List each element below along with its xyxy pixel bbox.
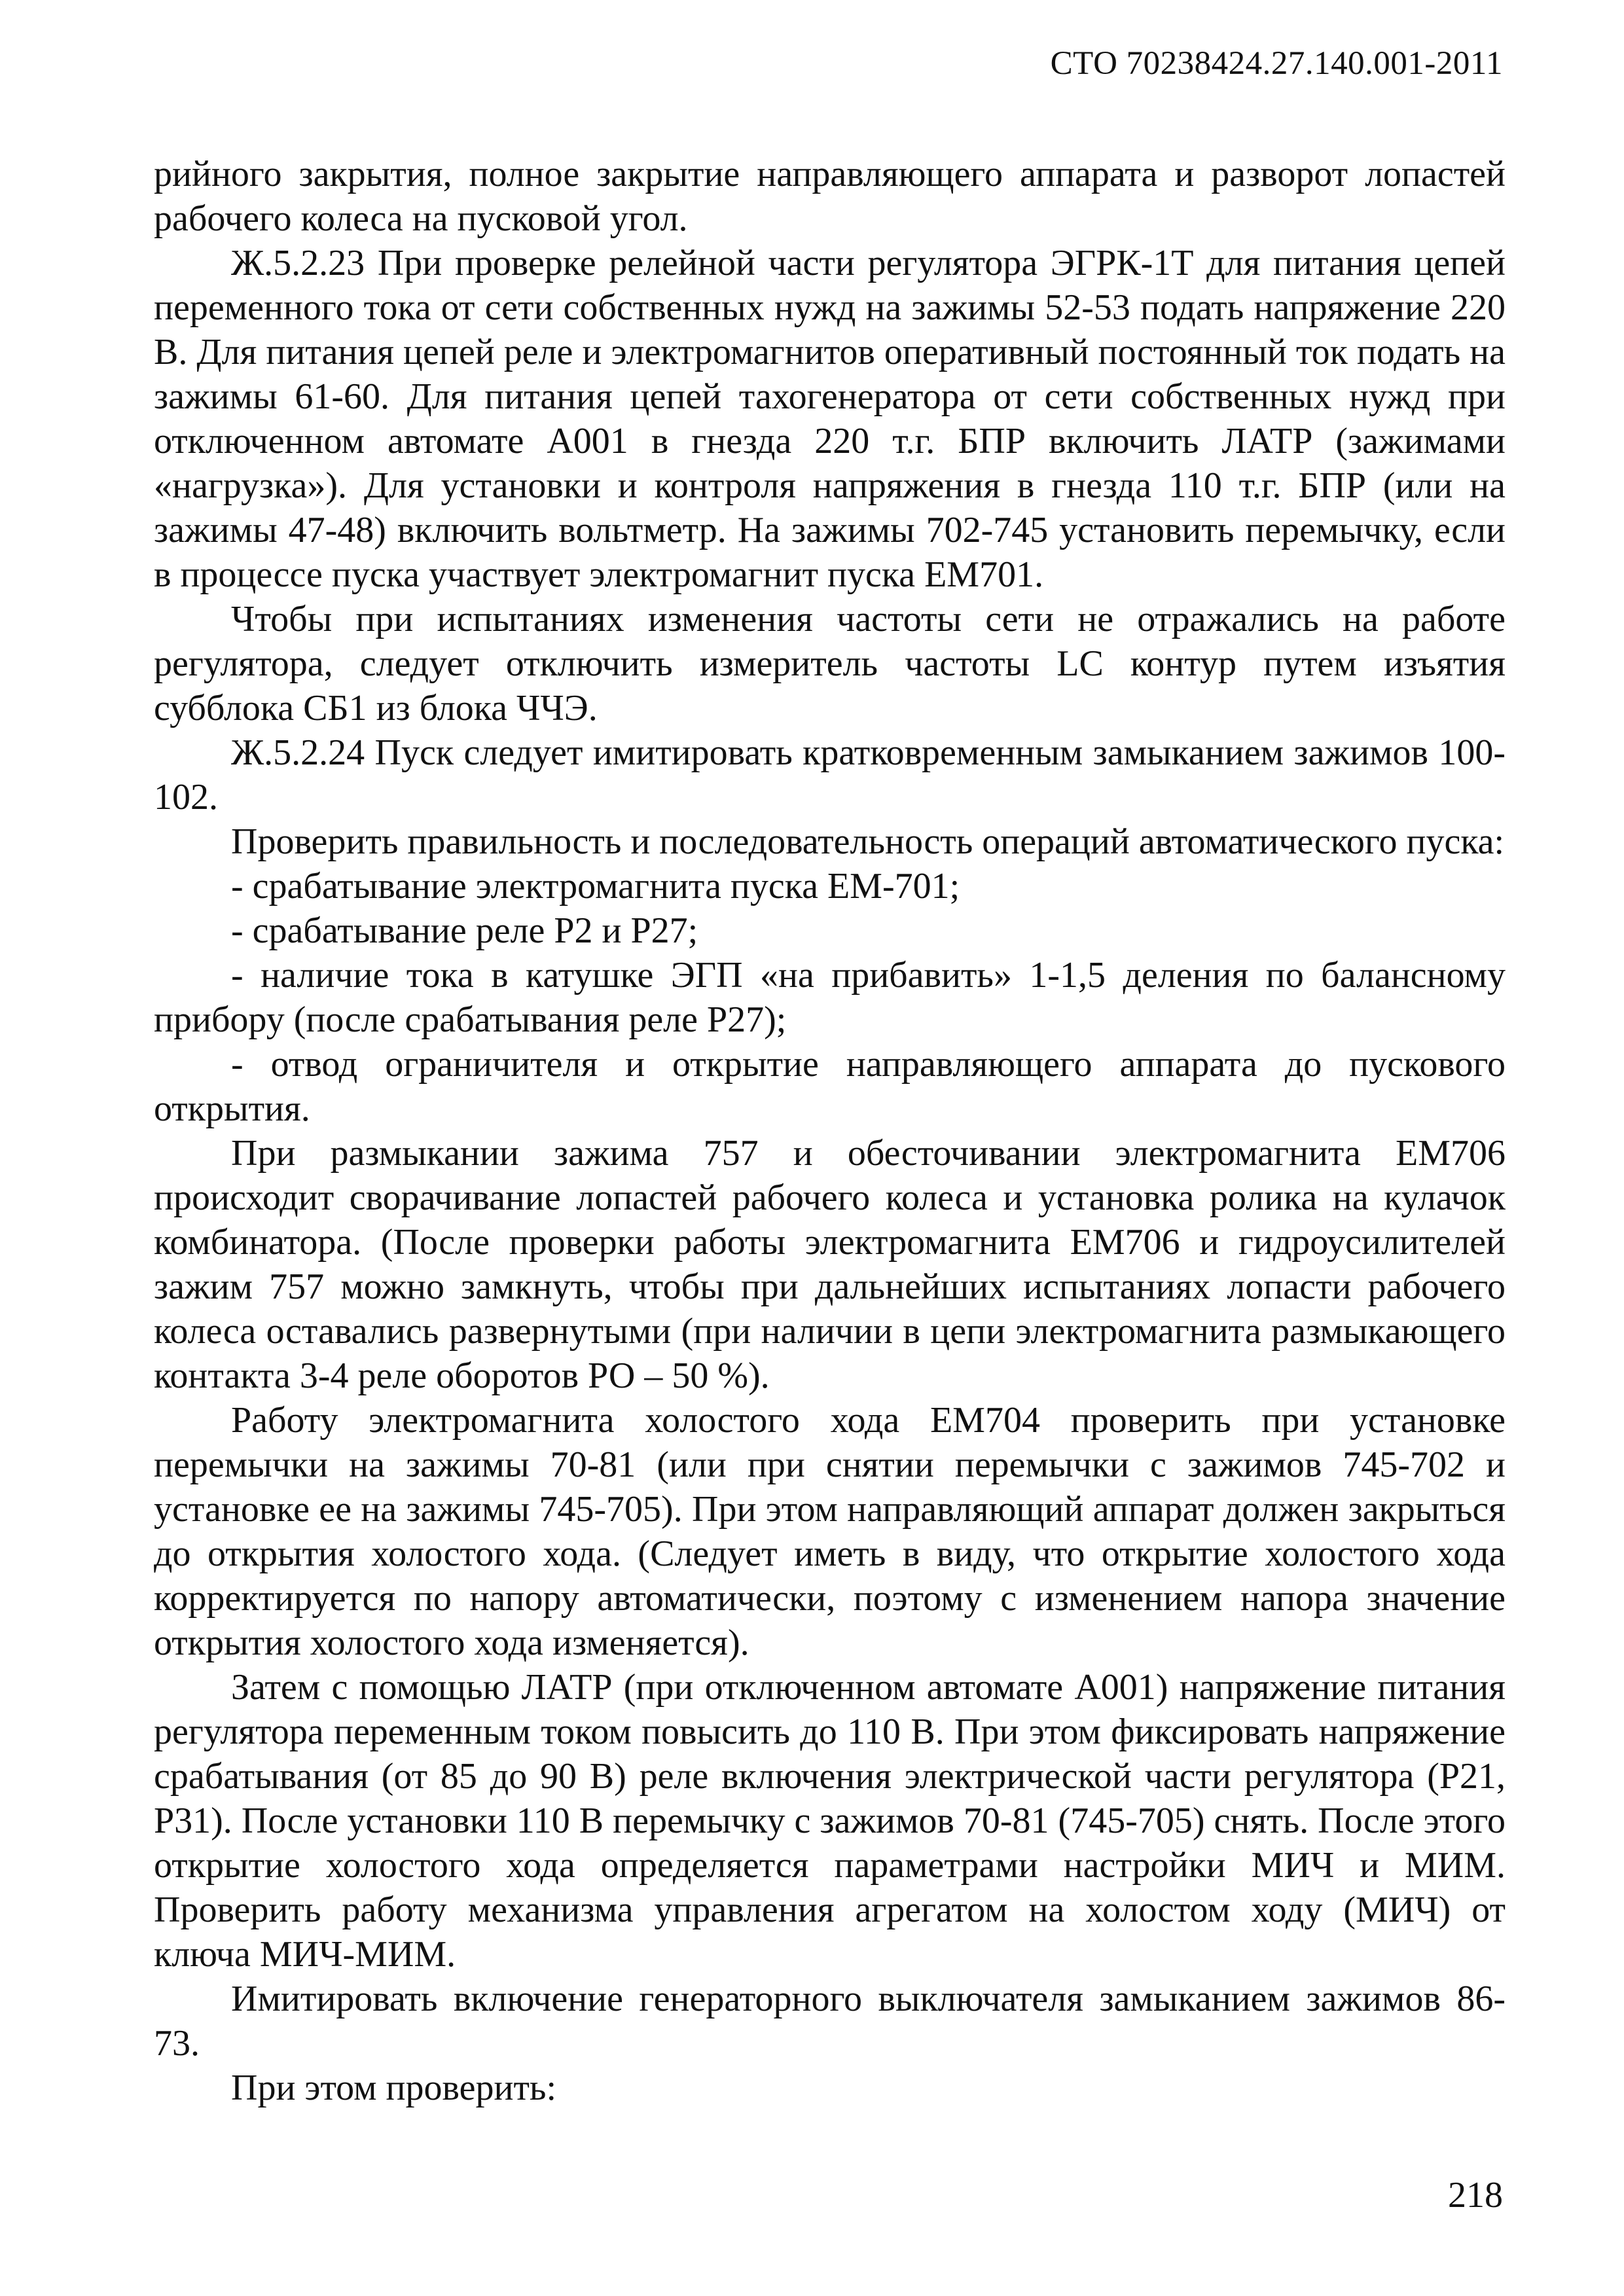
document-code-header: СТО 70238424.27.140.001-2011	[1050, 45, 1503, 82]
list-item-egp-current: - наличие тока в катушке ЭГП «на прибавить» 1-1,5 деления по балансному прибору (после срабатывания реле Р27);	[154, 955, 1506, 1040]
paragraph-clause-5-2-23: Ж.5.2.23 При проверке релейной части регулятора ЭГРК-1Т для питания цепей переменного тока от сети собственных нужд на зажимы 52-53 подать напряжение 220 В. Для питания цепей реле и электромагнитов оперативный постоянный ток подать на зажимы 61-60. Для питания цепей тахогенератора от сети собственных нужд при отключенном автомате А001 в гнезда 220 т.г. БПР включить ЛАТР (зажимами «нагрузка»). Для установки и контроля напряжения в гнезда 110 т.г. БПР (или на зажимы 47-48) включить вольтметр. На зажимы 702-745 установить перемычку, если в процессе пуска участвует электромагнит пуска ЕМ701.	[154, 243, 1506, 595]
paragraph-continuation: рийного закрытия, полное закрытие направляющего аппарата и разворот лопастей рабочего колеса на пусковой угол.	[154, 154, 1506, 239]
document-body	[154, 152, 1506, 2110]
paragraph-generator-switch: Имитировать включение генераторного выключателя замыканием зажимов 86-73.	[154, 1979, 1506, 2064]
paragraph-frequency-note: Чтобы при испытаниях изменения частоты сети не отражались на работе регулятора, следует отключить измеритель частоты LC контур путем изъятия субблока СБ1 из блока ЧЧЭ.	[154, 599, 1506, 728]
page-number: 218	[1448, 2175, 1503, 2215]
paragraph-em706: При размыкании зажима 757 и обесточивании электромагнита ЕМ706 происходит сворачивание лопастей рабочего колеса и установка ролика на кулачок комбинатора. (После проверки работы электромагнита ЕМ706 и гидроусилителей зажим 757 можно замкнуть, чтобы при дальнейших испытаниях лопасти рабочего колеса оставались развернутыми (при наличии в цепи электромагнита размыкающего контакта 3-4 реле оборотов РО – 50 %).	[154, 1133, 1506, 1396]
paragraph-clause-5-2-24: Ж.5.2.24 Пуск следует имитировать кратковременным замыканием зажимов 100-102.	[154, 732, 1506, 817]
list-item-limiter: - отвод ограничителя и открытие направляющего аппарата до пускового открытия.	[154, 1044, 1506, 1129]
list-item-em701: - срабатывание электромагнита пуска ЕМ-701;	[231, 866, 960, 906]
list-item-relays: - срабатывание реле Р2 и Р27;	[231, 910, 698, 951]
paragraph-em704: Работу электромагнита холостого хода ЕМ704 проверить при установке перемычки на зажимы 70-81 (или при снятии перемычки с зажимов 745-702 и установке ее на зажимы 745-705). При этом направляющий аппарат должен закрыться до открытия холостого хода. (Следует иметь в виду, что открытие холостого хода корректируется по напору автоматически, поэтому с изменением напора значение открытия холостого хода изменяется).	[154, 1400, 1506, 1663]
paragraph-then-check: При этом проверить:	[231, 2068, 557, 2108]
paragraph-check-start: Проверить правильность и последовательность операций автоматического пуска:	[231, 821, 1505, 862]
paragraph-latr: Затем с помощью ЛАТР (при отключенном автомате А001) напряжение питания регулятора переменным током повысить до 110 В. При этом фиксировать напряжение срабатывания (от 85 до 90 В) реле включения электрической части регулятора (Р21, Р31). После установки 110 В перемычку с зажимов 70-81 (745-705) снять. После этого открытие холостого хода определяется параметрами настройки МИЧ и МИМ. Проверить работу механизма управления агрегатом на холостом ходу (МИЧ) от ключа МИЧ-МИМ.	[154, 1667, 1506, 1975]
